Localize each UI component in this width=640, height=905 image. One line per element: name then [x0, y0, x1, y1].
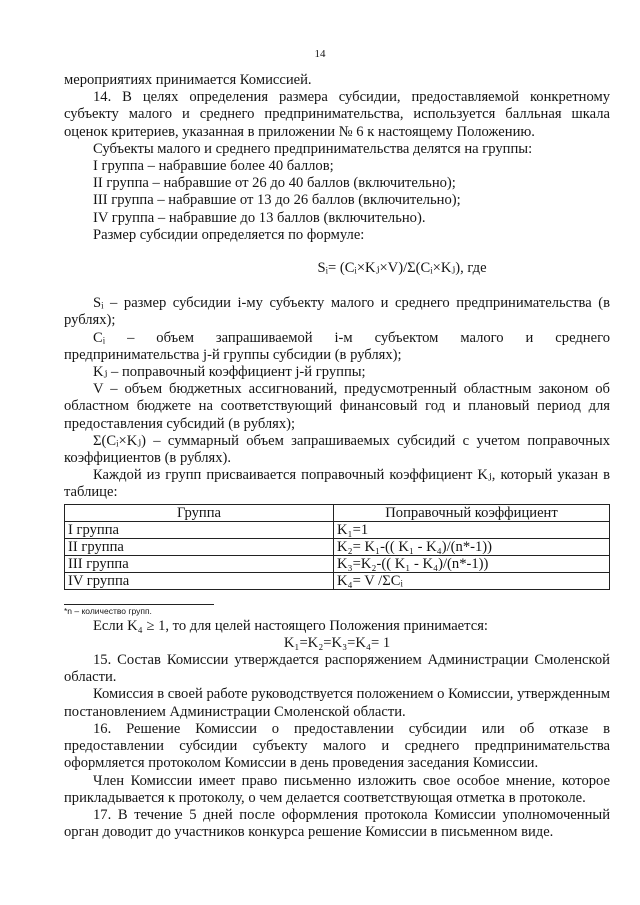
cell-coefficient: K₄= V /ΣCᵢ [334, 572, 610, 589]
paragraph-16-opinion: Член Комиссии имеет право письменно изложить свое особое мнение, которое прикладывается к протоколу, о чем делается соответствующая отметка в протоколе. [64, 772, 610, 806]
footnote: *n – количество групп. [64, 605, 152, 616]
table-row [65, 538, 610, 555]
definition-sum: Σ(Cᵢ×Kⱼ) – суммарный объем запрашиваемых субсидий с учетом поправочных коэффициентов (в рублях). [64, 432, 610, 467]
paragraph-15: 15. Состав Комиссии утверждается распоряжением Администрации Смоленской области. [64, 652, 610, 686]
table-row [65, 572, 610, 589]
definition-c-line2: предпринимательства j-й группы субсидии (в рублях); [64, 346, 402, 363]
cell-group: I группа [65, 521, 334, 538]
condition-text: Если K₄ ≥ 1, то для целей настоящего Положения принимается: [93, 617, 488, 634]
group-4-item: IV группа – набравшие до 13 баллов (включительно). [93, 209, 426, 226]
table-header-row [65, 504, 610, 521]
paragraph-15-regulation: Комиссия в своей работе руководствуется положением о Комиссии, утвержденным постановлением Администрации Смоленской области. [64, 686, 610, 720]
cell-coefficient: K₃=K₂-(( K₁ - K₄)/(n*-1)) [334, 555, 610, 572]
paragraph-17: 17. В течение 5 дней после оформления протокола Комиссии уполномоченный орган доводит до участников конкурса решение Комиссии в письменном виде. [64, 806, 610, 841]
cell-group: II группа [65, 538, 334, 555]
document-body [64, 72, 610, 841]
equality-line: K₁=K₂=K₃=K₄= 1 [283, 634, 391, 651]
formula-intro: Размер субсидии определяется по формуле: [93, 226, 365, 243]
cell-group: III группа [65, 555, 334, 572]
definition-k: Kⱼ – поправочный коэффициент j-й группы; [93, 364, 366, 381]
header-group: Группа [65, 504, 334, 521]
table-row [65, 521, 610, 538]
footnote-divider [64, 604, 214, 605]
paragraph-14: 14. В целях определения размера субсидии, предоставляемой конкретному субъекту малого и среднего предпринимательства, используется балльная шкала оценок критериев, указанная в приложении № 6 к настоящему Положению. [64, 89, 610, 140]
definition-s: Sᵢ – размер субсидии i-му субъекту малого и среднего предпринимательства (в рублях); [64, 295, 610, 329]
definition-c-line1: Cᵢ – объем запрашиваемой i-м субъектом малого и среднего [93, 329, 610, 346]
cell-coefficient: K₂= K₁-(( K₁ - K₄)/(n*-1)) [334, 538, 610, 555]
cell-coefficient: K₁=1 [334, 521, 610, 538]
coefficient-table [64, 504, 610, 590]
definition-v: V – объем бюджетных ассигнований, предусмотренный областным законом об областном бюджете на соответствующий финансовый год и плановый период для предоставления субсидий (в рублях); [64, 381, 610, 432]
groups-intro: Субъекты малого и среднего предпринимательства делятся на группы: [93, 140, 533, 157]
group-3-item: III группа – набравшие от 13 до 26 баллов (включительно); [93, 192, 461, 209]
header-coefficient: Поправочный коэффициент [334, 504, 610, 521]
paragraph-continuation: мероприятиях принимается Комиссией. [64, 72, 312, 88]
paragraph-16: 16. Решение Комиссии о предоставлении субсидии или об отказе в предоставлении субсидии субъекту малого и среднего предпринимательства оформляется протоколом Комиссии в день проведения заседания Комиссии. [64, 720, 610, 772]
subsidy-formula: Sᵢ= (Cᵢ×Kⱼ×V)/Σ(Cᵢ×Kⱼ), где [317, 260, 487, 277]
cell-group: IV группа [65, 572, 334, 589]
table-intro: Каждой из групп присваивается поправочный коэффициент Kⱼ, который указан в таблице: [64, 467, 610, 501]
table-row [65, 555, 610, 572]
group-2-item: II группа – набравшие от 26 до 40 баллов (включительно); [93, 175, 456, 192]
page-number: 14 [314, 48, 326, 60]
group-1-item: I группа – набравшие более 40 баллов; [93, 158, 334, 175]
